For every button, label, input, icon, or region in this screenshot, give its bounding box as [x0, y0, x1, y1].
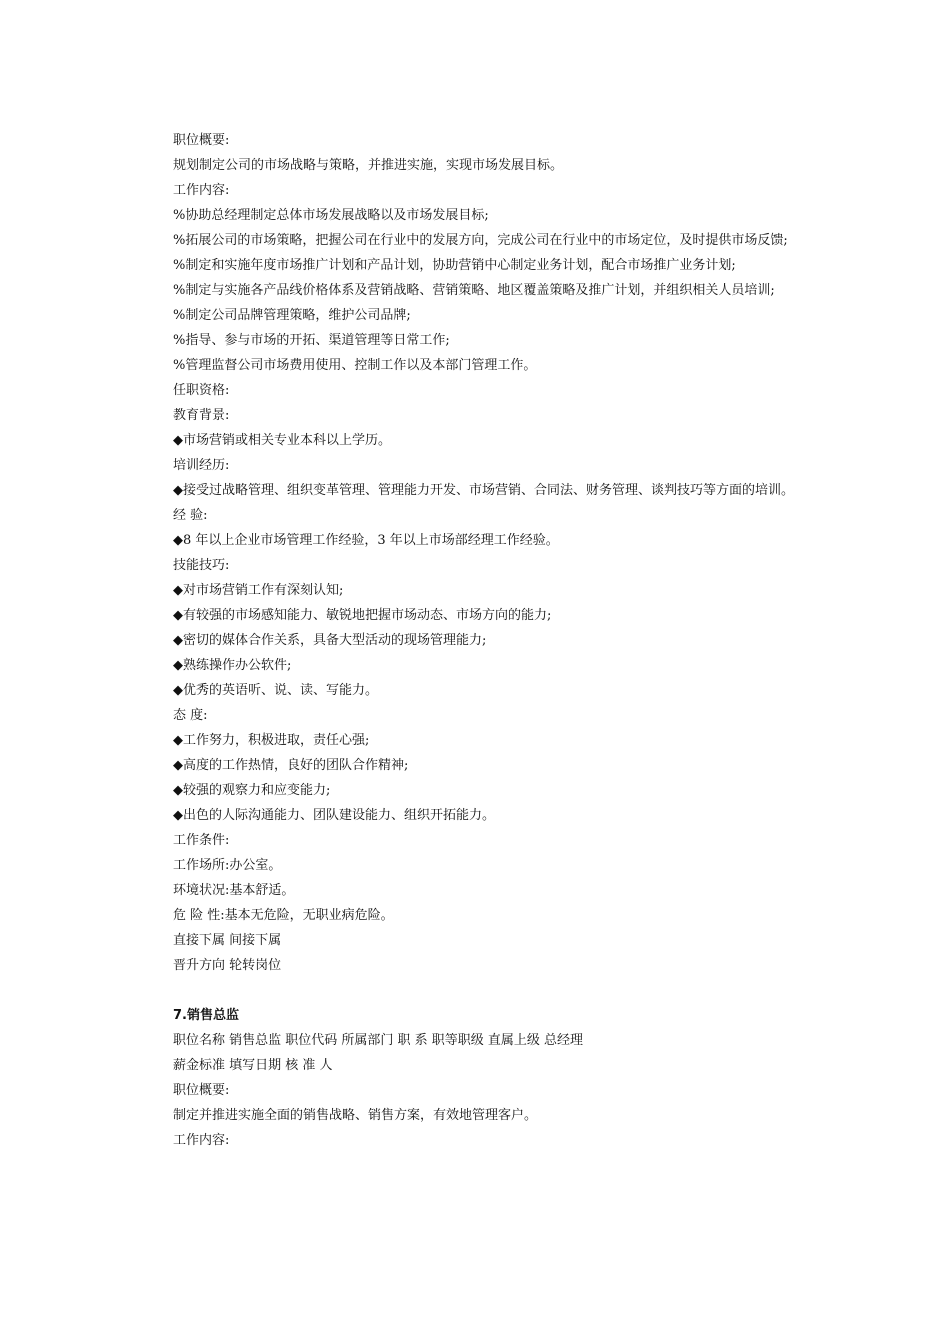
requirement-item: ◆熟练操作办公软件;	[173, 658, 292, 673]
condition-item: 危 险 性:基本无危险，无职业病危险。	[173, 908, 394, 923]
promotion-line: 晋升方向 轮转岗位	[173, 958, 282, 973]
requirement-item: ◆对市场营销工作有深刻认知;	[173, 583, 344, 598]
heading-job-content: 工作内容:	[173, 1133, 230, 1148]
blank-line	[145, 978, 807, 1003]
duty-item: %指导、参与市场的开拓、渠道管理等日常工作;	[173, 333, 450, 348]
heading-job-summary: 职位概要:	[173, 1083, 230, 1098]
requirement-item: ◆较强的观察力和应变能力;	[173, 783, 331, 798]
heading-education: 教育背景:	[173, 408, 230, 423]
heading-experience: 经 验:	[173, 508, 208, 523]
duty-item: %管理监督公司市场费用使用、控制工作以及本部门管理工作。	[173, 358, 537, 373]
condition-item: 环境状况:基本舒适。	[173, 883, 295, 898]
requirement-item: ◆密切的媒体合作关系，具备大型活动的现场管理能力;	[173, 633, 487, 648]
condition-item: 工作场所:办公室。	[173, 858, 282, 873]
heading-job-content: 工作内容:	[173, 183, 230, 198]
requirement-item: ◆接受过战略管理、组织变革管理、管理能力开发、市场营销、合同法、财务管理、谈判技巧等方面的培训。	[173, 483, 794, 498]
document-body	[145, 128, 807, 1153]
position-info-line: 薪金标准 填写日期 核 准 人	[173, 1058, 333, 1073]
duty-item: %制定与实施各产品线价格体系及营销战略、营销策略、地区覆盖策略及推广计划，并组织相关人员培训;	[173, 283, 775, 298]
requirement-item: ◆优秀的英语听、说、读、写能力。	[173, 683, 378, 698]
heading-job-summary: 职位概要:	[173, 133, 230, 148]
job-summary-text: 规划制定公司的市场战略与策略，并推进实施，实现市场发展目标。	[173, 158, 564, 173]
requirement-item: ◆有较强的市场感知能力、敏锐地把握市场动态、市场方向的能力;	[173, 608, 552, 623]
duty-item: %制定和实施年度市场推广计划和产品计划，协助营销中心制定业务计划，配合市场推广业务计划;	[173, 258, 736, 273]
requirement-item: ◆市场营销或相关专业本科以上学历。	[173, 433, 391, 448]
heading-attitude: 态 度:	[173, 708, 208, 723]
section-title: 7.销售总监	[173, 1008, 239, 1023]
heading-skills: 技能技巧:	[173, 558, 230, 573]
requirement-item: ◆工作努力，积极进取，责任心强;	[173, 733, 370, 748]
requirement-item: ◆高度的工作热情，良好的团队合作精神;	[173, 758, 409, 773]
heading-training: 培训经历:	[173, 458, 230, 473]
job-summary-text: 制定并推进实施全面的销售战略、销售方案，有效地管理客户。	[173, 1108, 538, 1123]
position-info-line: 职位名称 销售总监 职位代码 所属部门 职 系 职等职级 直属上级 总经理	[173, 1033, 584, 1048]
heading-work-conditions: 工作条件:	[173, 833, 230, 848]
requirement-item: ◆出色的人际沟通能力、团队建设能力、组织开拓能力。	[173, 808, 495, 823]
duty-item: %拓展公司的市场策略，把握公司在行业中的发展方向，完成公司在行业中的市场定位，及时提供市场反馈;	[173, 233, 788, 248]
duty-item: %协助总经理制定总体市场发展战略以及市场发展目标;	[173, 208, 489, 223]
subordinates-line: 直接下属 间接下属	[173, 933, 282, 948]
duty-item: %制定公司品牌管理策略，维护公司品牌;	[173, 308, 411, 323]
heading-qualifications: 任职资格:	[173, 383, 230, 398]
requirement-item: ◆8 年以上企业市场管理工作经验，3 年以上市场部经理工作经验。	[173, 533, 559, 548]
